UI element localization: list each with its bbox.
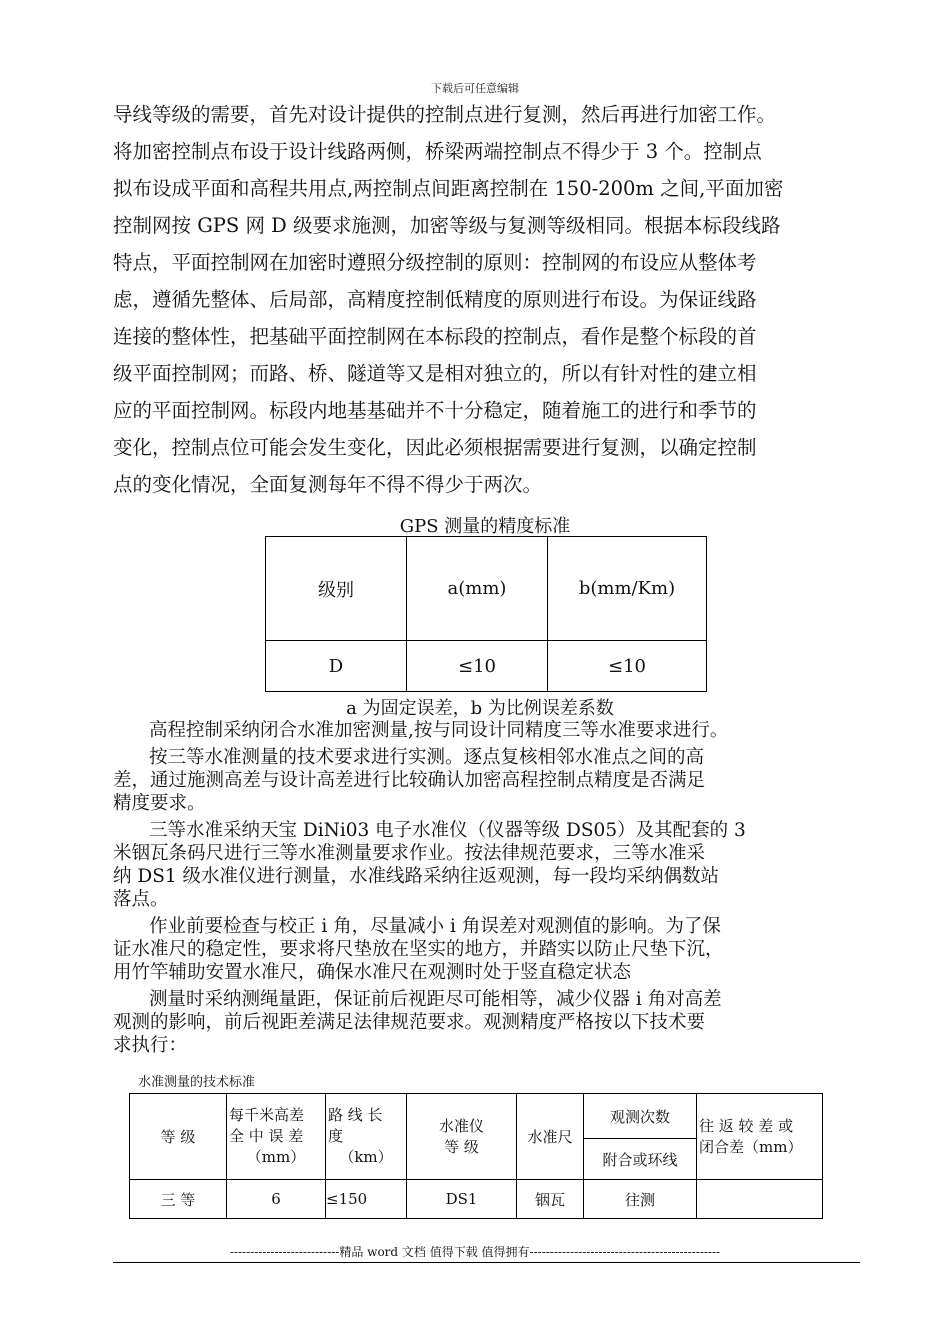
- header-length-line: （km）: [339, 1148, 393, 1166]
- text-line: 观测的影响，前后视距差满足法律规范要求。观测精度严格按以下技术要: [113, 1012, 706, 1033]
- text-line: 差，通过施测高差与设计高差进行比较确认加密高程控制点精度是否满足: [113, 770, 706, 791]
- page-footer: ---------------------------精品 word 文档 值得下载 值得拥有-----------------------------------------------: [229, 1245, 721, 1259]
- header-instrument: [407, 1094, 517, 1180]
- table-cell: DS1: [407, 1180, 517, 1219]
- table-row: [130, 1180, 823, 1219]
- text-line: 连接的整体性，把基础平面控制网在本标段的控制点，看作是整个标段的首: [113, 325, 757, 348]
- table-cell: 往测: [584, 1180, 697, 1219]
- leveling-section: [113, 719, 873, 1061]
- gps-table-caption: GPS 测量的精度标准: [399, 516, 571, 537]
- text-line: 将加密控制点布设于设计线路两侧，桥梁两端控制点不得少于 3 个。控制点: [113, 140, 762, 163]
- text-line: 按三等水准测量的技术要求进行实测。逐点复核相邻水准点之间的高: [149, 747, 705, 768]
- header-diff-line: 往 返 较 差 或: [699, 1116, 794, 1135]
- text-line: 用竹竿辅助安置水准尺，确保水准尺在观测时处于竖直稳定状态: [113, 962, 632, 983]
- table-cell: [697, 1180, 823, 1219]
- footer-divider: [113, 1262, 860, 1263]
- table-cell: ≤150: [326, 1180, 407, 1219]
- paragraph: [113, 719, 873, 742]
- text-line: 三等水准采纳天宝 DiNi03 电子水准仪（仪器等级 DS05）及其配套的 3: [149, 820, 746, 841]
- leveling-table-caption: 水准测量的技术标准: [138, 1075, 256, 1090]
- text-line: 纳 DS1 级水准仪进行测量，水准线路采纳往返观测，每一段均采纳偶数站: [113, 866, 720, 887]
- text-line: 米铟瓦条码尺进行三等水准测量要求作业。按法律规范要求，三等水准采: [113, 843, 706, 864]
- gps-precision-table: [265, 536, 707, 692]
- text-line: 精度要求。: [113, 793, 206, 814]
- table-cell: ≤10: [407, 641, 548, 692]
- text-line: 特点，平面控制网在加密时遵照分级控制的原则：控制网的布设应从整体考: [113, 251, 757, 274]
- text-line: 求执行：: [113, 1035, 188, 1056]
- table-cell: 三 等: [130, 1180, 227, 1219]
- header-grade: 等 级: [130, 1094, 227, 1180]
- header-staff: 水准尺: [517, 1094, 584, 1180]
- header-instrument-line: 等 级: [444, 1137, 479, 1156]
- table-cell: ≤10: [548, 641, 707, 692]
- header-instrument-line: 水准仪: [438, 1116, 484, 1135]
- header-diff: [697, 1094, 823, 1180]
- text-line: 高程控制采纳闭合水准加密测量,按与同设计同精度三等水准要求进行。: [149, 720, 729, 741]
- header-length-line: 度: [328, 1127, 344, 1145]
- header-obs-sub: 附合或环线: [584, 1139, 697, 1180]
- text-line: 控制网按 GPS 网 D 级要求施测，加密等级与复测等级相同。根据本标段线路: [113, 214, 781, 237]
- text-line: 测量时采纳测绳量距，保证前后视距尽可能相等，减少仪器 i 角对高差: [149, 989, 722, 1010]
- paragraph-control-network: [113, 96, 873, 503]
- text-line: 落点。: [113, 889, 169, 910]
- text-line: 虑，遵循先整体、后局部，高精度控制低精度的原则进行布设。为保证线路: [113, 288, 757, 311]
- paragraph: [113, 819, 873, 911]
- paragraph: [113, 915, 873, 984]
- text-line: 证水准尺的稳定性，要求将尺垫放在坚实的地方，并踏实以防止尺垫下沉，: [113, 939, 724, 960]
- header-obs-count: 观测次数: [584, 1094, 697, 1139]
- header-error: [227, 1094, 326, 1180]
- table-cell: 铟瓦: [517, 1180, 584, 1219]
- table-cell: D: [266, 641, 407, 692]
- paragraph: [113, 988, 873, 1057]
- header-error-line: 全 中 误 差: [229, 1127, 304, 1145]
- header-cell: a(mm): [407, 537, 548, 641]
- header-route-length: [326, 1094, 407, 1180]
- header-error-line: 每千米高差: [229, 1106, 305, 1124]
- page-header: 下载后可任意编辑: [431, 82, 519, 95]
- header-cell: b(mm/Km): [548, 537, 707, 641]
- header-cell: 级别: [266, 537, 407, 641]
- text-line: 作业前要检查与校正 i 角，尽量减小 i 角误差对观测值的影响。为了保: [149, 916, 721, 937]
- header-length-line: 路 线 长: [328, 1106, 383, 1124]
- text-line: 级平面控制网；而路、桥、隧道等又是相对独立的，所以有针对性的建立相: [113, 362, 757, 385]
- text-line: 应的平面控制网。标段内地基基础并不十分稳定，随着施工的进行和季节的: [113, 399, 757, 422]
- table-header-row: [130, 1094, 823, 1139]
- leveling-standard-table: [129, 1093, 823, 1219]
- table-header-row: [266, 537, 707, 641]
- header-error-line: （mm）: [246, 1148, 306, 1166]
- header-diff-line: 闭合差（mm）: [699, 1137, 803, 1156]
- text-line: 拟布设成平面和高程共用点,两控制点间距离控制在 150-200m 之间,平面加密: [113, 177, 784, 200]
- text-line: 变化，控制点位可能会发生变化，因此必须根据需要进行复测，以确定控制: [113, 436, 757, 459]
- gps-table-note: a 为固定误差，b 为比例误差系数: [346, 698, 614, 719]
- text-line: 点的变化情况，全面复测每年不得不得少于两次。: [113, 473, 543, 496]
- table-cell: 6: [227, 1180, 326, 1219]
- table-row: [266, 641, 707, 692]
- text-line: 导线等级的需要，首先对设计提供的控制点进行复测，然后再进行加密工作。: [113, 103, 777, 126]
- paragraph: [113, 746, 873, 815]
